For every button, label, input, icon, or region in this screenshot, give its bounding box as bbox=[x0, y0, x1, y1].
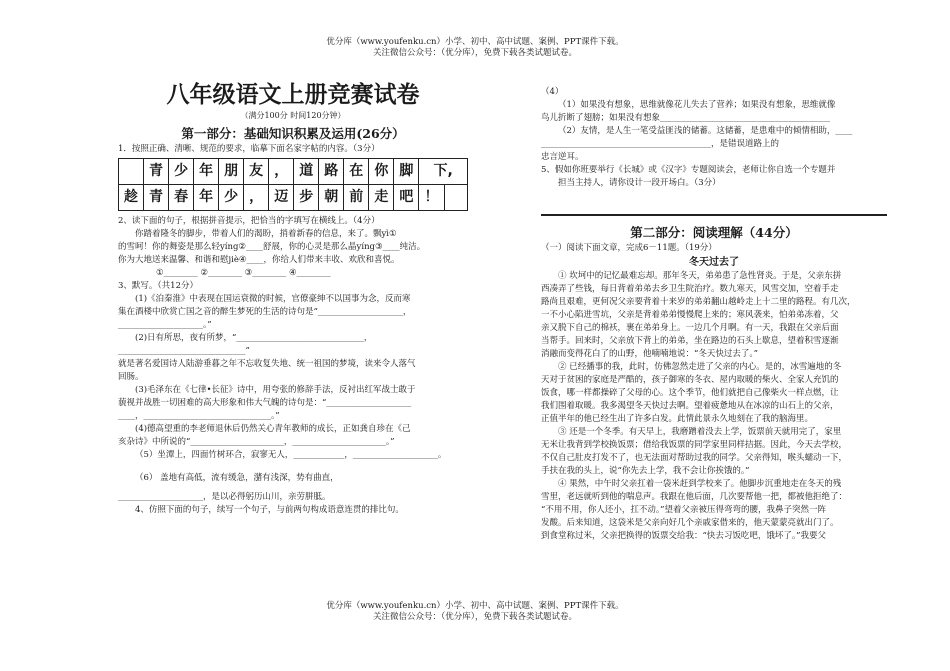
q4-2-line-a: （2）友情，是人生一笔受益匪浅的储蓄。这储蓄，是患难中的倾情相助，____ bbox=[558, 126, 853, 136]
q4-1-line-a: （1）如果没有想象，思维就像花儿失去了营养；如果没有想象，思维就像 bbox=[558, 100, 836, 110]
story-title: 冬天过去了 bbox=[689, 257, 739, 268]
q2-passage-line-3: 你为大地送来温馨、和谐和慰jiè④____，你给人们带来丰收、欢欣和喜悦。 bbox=[118, 255, 400, 265]
q3-2-line-a: (2)日有所思，夜有所梦，“______________________________，______________________________” bbox=[118, 333, 373, 356]
grid-cell: 年 bbox=[194, 159, 219, 185]
para-4-line: 到食堂称过米，父亲把换得的饭票交给我：“快去习饭吃吧，饿坏了。”我要父 bbox=[541, 531, 826, 541]
grid-cell: 迈 bbox=[269, 185, 294, 211]
para-2-line: ② 已经播事的我，此时，仿佛忽然走进了父亲的内心。是的，冰雪遍地的冬 bbox=[558, 362, 842, 372]
grid-cell: 脚 bbox=[394, 159, 419, 185]
grid-cell: ， bbox=[269, 159, 294, 185]
section-divider bbox=[541, 214, 887, 216]
para-4-line: 发酸。后来知道，这袋米是父亲向好几个亲戚家借来的，他天蒙蒙亮就出门了。 bbox=[541, 518, 839, 528]
question-2: 2、读下面的句子，根据拼音提示，把恰当的字填写在横线上。（4分） bbox=[118, 216, 380, 226]
q4-2-line-c: 忠言逆耳。 bbox=[541, 152, 584, 162]
q3-2-line-b: 就是著名爱国诗人陆游垂暮之年不忘收复失地、统一祖国的梦境，读来令人落气 bbox=[118, 359, 416, 369]
grid-cell: 少 bbox=[169, 159, 194, 185]
section-2-heading: 第二部分：阅读理解（44分） bbox=[630, 225, 798, 240]
para-1-line: 消融而变得花白了的山野，他喃喃地说：“冬天快过去了。” bbox=[541, 349, 758, 359]
page-footer bbox=[0, 601, 950, 623]
para-3-line: 不仅自己肚皮打发不了，也无法面对帮助过我的同学。父亲得知，喉头蠕动一下， bbox=[541, 453, 848, 463]
grid-cell: 路 bbox=[319, 159, 344, 185]
grid-cell: ！ bbox=[419, 185, 444, 211]
para-1-line: 当帮手。回来时，父亲放下背上的弟弟，坐在路边的石头上歇息，望着积雪逐渐 bbox=[541, 336, 839, 346]
q3-1-line-b: 集在酒楼中欣赏亡国之音的醉生梦死的生活的诗句是“____________________， bbox=[118, 307, 412, 317]
question-5-line-a: 5、假如你班要举行《长城》或《汉字》专题阅读会，老师让你自选一个专题并 bbox=[541, 165, 836, 175]
grid-cell: 下, bbox=[419, 159, 468, 185]
grid-cell bbox=[119, 159, 144, 185]
question-5-line-b: 担当主持人，请你设计一段开场白。（3分） bbox=[558, 178, 721, 188]
q4-2-line-b: ________________________________________，是错误道路上的 bbox=[541, 139, 780, 149]
grid-cell: 朝 bbox=[319, 185, 344, 211]
grid-cell: 步 bbox=[294, 185, 319, 211]
left-column bbox=[118, 78, 468, 517]
para-3-line: ③ 还是一个冬季。有天早上，我磨蹭着没去上学，饭票前天就用完了，家里 bbox=[558, 427, 842, 437]
para-4-line: ④ 果然，中午时父亲扛着一袋米赶到学校来了。他脚步沉重地走在冬天的残 bbox=[558, 479, 842, 489]
q2-answer-blanks: ①________ ②________ ③________ ④________ bbox=[156, 268, 331, 278]
para-4-line: 雪里，老远就听到他的喘息声。我跟在他后面，几次要帮他一把，都被他拒绝了： bbox=[541, 492, 848, 502]
grid-cell: ， bbox=[244, 185, 269, 211]
page-header bbox=[0, 37, 950, 59]
calligraphy-grid bbox=[118, 158, 468, 211]
grid-cell: 友 bbox=[244, 159, 269, 185]
para-1-line: 西凑弄了些钱，每日背着弟弟去乡卫生院治疗。数九寒天，风雪交加，空着手走 bbox=[541, 284, 839, 294]
para-1-line: 亲又脱下自己的棉袄，裹在弟弟身上。一边几个月啊。有一天，我跟在父亲后面 bbox=[541, 323, 839, 333]
grid-cell: 年 bbox=[194, 185, 219, 211]
grid-cell: 吧 bbox=[394, 185, 419, 211]
para-2-line: 我们围着取暖。我多渴望冬天快过去啊。望着疲惫地从在冰凉的山石上的父亲， bbox=[541, 401, 839, 411]
para-1-line: 路尚且艰难，更何况父亲要背着十来岁的弟弟翻山越岭走上十二里的路程。有几次， bbox=[541, 297, 856, 307]
grid-cell: 趁 bbox=[119, 185, 144, 211]
grid-cell: 青 bbox=[144, 185, 169, 211]
grid-cell: 青 bbox=[144, 159, 169, 185]
grid-cell: 走 bbox=[369, 185, 394, 211]
grid-cell: 春 bbox=[169, 185, 194, 211]
section-1-heading: 第一部分：基础知识积累及运用(26分） bbox=[181, 126, 405, 141]
q3-1-line-c: ____________________。” bbox=[118, 320, 212, 330]
para-1-line: 一不小心陷进雪坑，父亲是背着弟弟慢慢爬上来的；寒风袭来，怕弟弟冻着，父 bbox=[541, 310, 839, 320]
q2-passage-line-1: 你踏着隆冬的脚步，带着人们的渴盼，捎着新春的信息，来了。飘yì① bbox=[135, 229, 397, 239]
para-2-line: 饭食，哪一样都操碎了父母的心。这个季节，他们就把自己像柴火一样点燃，让 bbox=[541, 388, 839, 398]
right-column bbox=[541, 86, 887, 543]
grid-cell: 你 bbox=[369, 159, 394, 185]
grid-cell: 朋 bbox=[219, 159, 244, 185]
para-2-line: 天对于贫困的家庭是严酷的，孩子御寒的冬衣、屋内取暖的柴火、全家人充饥的 bbox=[541, 375, 839, 385]
grid-row-1 bbox=[119, 159, 468, 185]
question-1: 1．按照正确、清晰、规范的要求，临摹下面名家字帖的内容。（3分） bbox=[118, 144, 380, 154]
grid-cell: 在 bbox=[344, 159, 369, 185]
q3-2-line-c: 回肠。 bbox=[118, 372, 144, 382]
q3-5-line: （5）坐潭上，四面竹树环合，寂寥无人，____________，____________________。 bbox=[135, 450, 447, 460]
q3-3-line-a: (3)毛泽东在《七律•长征》诗中，用夸张的修辞手法，反衬出红军战士敢于 bbox=[135, 385, 416, 395]
header-line-1: 优分库（www.youfenku.cn）小学、初中、高中试题、案例、PPT课件下载。 bbox=[326, 37, 624, 47]
grid-row-2 bbox=[119, 185, 468, 211]
question-3: 3、默写。（共12分） bbox=[118, 281, 198, 291]
q3-3-line-c: ____，______________________________。” bbox=[118, 411, 280, 421]
q3-6-line-b: ____________________，是以必得躬历山川，亲劳胼胝。 bbox=[118, 492, 331, 502]
q3-4-line-b: 亥杂诗》中所说的“______________________，______________________。” bbox=[118, 437, 395, 447]
q3-6-line-a: （6） 盖地有高低，流有缓急，潴有浅深，势有曲直， bbox=[135, 473, 339, 483]
q3-4-line-a: (4)德高望重的李老师退休后仍然关心青年教师的成长，正如龚自珍在《己 bbox=[135, 424, 411, 434]
reading-1-instruction: （一）阅读下面文章，完成6－11题。（19分） bbox=[541, 243, 717, 253]
footer-line-1: 优分库（www.youfenku.cn）小学、初中、高中试题、案例、PPT课件下载。 bbox=[326, 601, 624, 611]
para-3-line: 手扶在我的头上，说“你先去上学，我不会让你挨饿的。” bbox=[541, 466, 750, 476]
q4-label: （4） bbox=[541, 87, 564, 97]
para-3-line: 无米让我背到学校换饭票；借给我饭票的同学家里同样拮据。因此，今天去学校， bbox=[541, 440, 848, 450]
para-4-line: “不用不用，你人还小，扛不动。”望着父亲被压得弯弯的腰，我鼻子突然一阵 bbox=[541, 505, 826, 515]
para-1-line: ① 坎坷中的记忆最难忘却。那年冬天，弟弟患了急性肾炎。于是，父亲东拼 bbox=[558, 271, 842, 281]
q2-passage-line-2: 的雪呵！你的舞姿是那么轻yíng②____舒展，你的心灵是那么晶yíng③____纯洁。 bbox=[118, 242, 426, 252]
q4-1-line-b: 鸟儿折断了翅膀；如果没有想象________________________________________ bbox=[541, 113, 831, 123]
grid-cell: 前 bbox=[344, 185, 369, 211]
header-line-2: 关注微信公众号：（优分库），免费下载各类试题试卷。 bbox=[372, 48, 577, 58]
grid-cell: 少 bbox=[219, 185, 244, 211]
footer-line-2: 关注微信公众号：（优分库），免费下载各类试题试卷。 bbox=[372, 612, 577, 622]
exam-subtitle: （满分100分 时间120分钟） bbox=[240, 111, 346, 120]
grid-cell bbox=[444, 185, 467, 211]
q3-3-line-b: 藐视并战胜一切困难的高大形象和伟大气魄的诗句是：“____________________ bbox=[118, 398, 412, 408]
exam-title: 八年级语文上册竞赛试卷 bbox=[166, 81, 420, 108]
question-4: 4、仿照下面的句子，续写一个句子，与前两句构成语意连贯的排比句。 bbox=[135, 505, 404, 515]
grid-cell: 道 bbox=[294, 159, 319, 185]
q3-1-line-a: (1)《泊秦淮》中表现在国运衰微的时候，官僚豪绅不以国事为念，反而寒 bbox=[135, 294, 411, 304]
para-2-line: 正值半年的他已经生出了许多白发。此情此景永久地刻在了我的脑海里。 bbox=[541, 414, 814, 424]
